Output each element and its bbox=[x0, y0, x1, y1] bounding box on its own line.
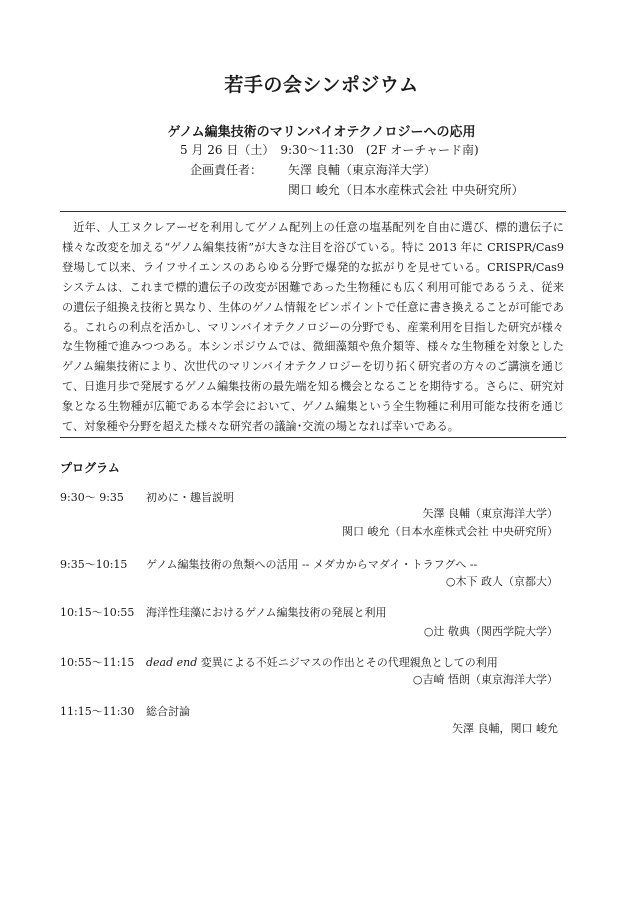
program-speaker: ○吉崎 悟朗（東京海洋大学） bbox=[412, 673, 558, 686]
program-title bbox=[146, 654, 498, 670]
page-title: 若手の会シンポジウム bbox=[224, 74, 419, 96]
program-heading: プログラム bbox=[60, 461, 120, 475]
divider-bottom bbox=[60, 437, 566, 438]
organizer-label: 企画責任者： bbox=[190, 163, 263, 177]
program-speaker: ○木下 政人（京都大） bbox=[445, 575, 558, 588]
program-title: ゲノム編集技術の魚類への活用 -- メダカからマダイ・トラフグへ -- bbox=[146, 558, 478, 571]
program-time: 9:30〜 9:35 bbox=[60, 491, 124, 504]
program-title: 総合討論 bbox=[146, 705, 190, 718]
program-speaker: ○辻 敬典（関西学院大学） bbox=[423, 625, 558, 638]
date-time-venue: 5 月 26 日（土） 9:30〜11:30 (2F オーチャード南) bbox=[180, 143, 479, 157]
program-speaker: 矢澤 良輔（東京海洋大学） bbox=[422, 507, 558, 520]
program-title-italic: dead end bbox=[146, 656, 198, 669]
abstract-text: 近年、人工ヌクレアーゼを利用してゲノム配列上の任意の塩基配列を自由に選び、標的遺伝子に様々な改変を加える“ゲノム編集技術”が大きな注目を浴びている。特に 2013 年に CRISPR/Cas9 登場して以来、ライフサイエンスのあらゆる分野で爆発的な拡がりを見せている。CRISPR/Cas9 システムは、これまで標的遺伝子の改変が困難であった生物種にも広く利用可能であるうえ、従来の遺伝子組換え技術と異なり、生体のゲノム情報をピンポイントで任意に書き換えることが可能である。これらの利点を活かし、マリンバイオテクノロジーの分野でも、産業利用を目指した研究が様々な生物種で進みつつある。本シンポジウムでは、微細藻類や魚介類等、様々な生物種を対象としたゲノム編集技術により、次世代のマリンバイオテクノロジーを切り拓く研究者の方々のご講演を通じて、日進月歩で発展するゲノム編集技術の最先端を知る機会となることを期待する。さらに、研究対象となる生物種が広範である本学会において、ゲノム編集という全生物種に利用可能な技術を通じて、対象種や分野を超えた様々な研究者の議論･交流の場となれば幸いである。 bbox=[62, 221, 564, 434]
program-time: 10:55〜11:15 bbox=[60, 656, 135, 669]
divider-top bbox=[60, 211, 566, 212]
organizer-name: 矢澤 良輔（東京海洋大学） bbox=[288, 163, 436, 177]
program-title: 海洋性珪藻におけるゲノム編集技術の発展と利用 bbox=[146, 606, 387, 619]
organizer-name: 関口 峻允（日本水産株式会社 中央研究所） bbox=[288, 183, 524, 197]
program-speaker: 関口 峻允（日本水産株式会社 中央研究所） bbox=[342, 525, 558, 538]
program-time: 10:15〜10:55 bbox=[60, 606, 135, 619]
program-speaker: 矢澤 良輔，関口 峻允 bbox=[452, 722, 558, 735]
program-title-rest: 変異による不妊ニジマスの作出とその代理親魚としての利用 bbox=[197, 656, 498, 669]
program-title: 初めに・趣旨説明 bbox=[146, 491, 234, 504]
program-time: 9:35〜10:15 bbox=[60, 558, 128, 571]
program-time: 11:15〜11:30 bbox=[60, 705, 135, 718]
symposium-subtitle: ゲノム編集技術のマリンバイオテクノロジーへの応用 bbox=[167, 125, 476, 140]
